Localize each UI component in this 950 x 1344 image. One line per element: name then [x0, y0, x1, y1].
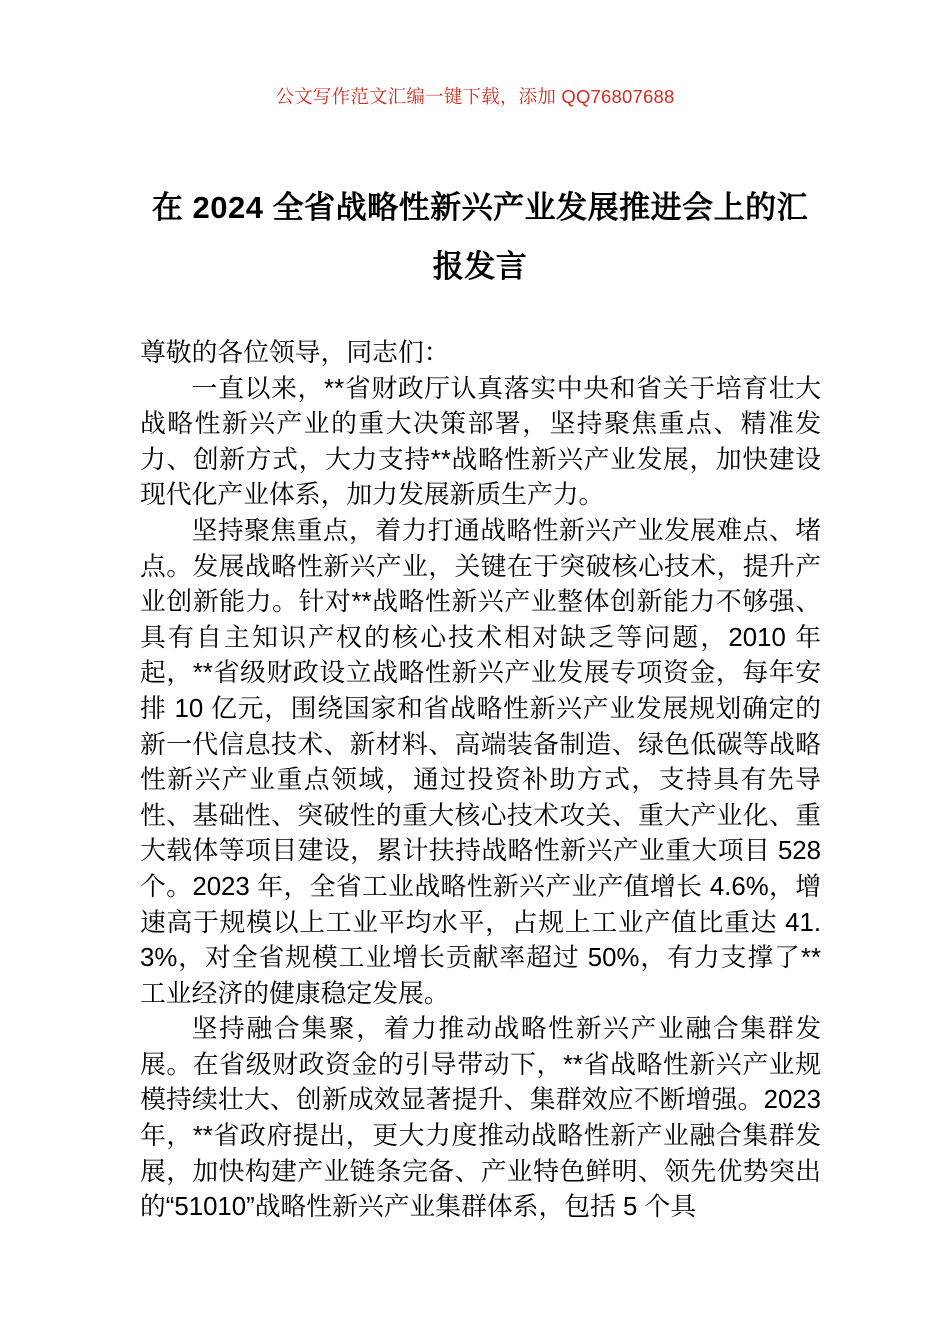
- body-paragraph-2: 坚持聚焦重点，着力打通战略性新兴产业发展难点、堵点。发展战略性新兴产业，关键在于突破核心技术，提升产业创新能力。针对**战略性新兴产业整体创新能力不够强、具有自主知识产权的核心技术相对缺乏等问题，2010 年起，**省级财政设立战略性新兴产业发展专项资金，每年安排 10 亿元，围绕国家和省战略性新兴产业发展规划确定的新一代信息技术、新材料、高端装备制造、绿色低碳等战略性新兴产业重点领域，通过投资补助方式，支持具有先导性、基础性、突破性的重大核心技术攻关、重大产业化、重大载体等项目建设，累计扶持战略性新兴产业重大项目 528 个。2023 年，全省工业战略性新兴产业产值增长 4.6%，增速高于规模以上工业平均水平，占规上工业产值比重达 41.3%，对全省规模工业增长贡献率超过 50%，有力支撑了**工业经济的健康稳定发展。: [140, 516, 821, 1008]
- body-paragraph-1: 一直以来，**省财政厅认真落实中央和省关于培育壮大战略性新兴产业的重大决策部署，坚持聚焦重点、精准发力、创新方式，大力支持**战略性新兴产业发展，加快建设现代化产业体系，加力发展新质生产力。: [140, 374, 821, 510]
- watermark-header: 公文写作范文汇编一键下载，添加 QQ76807688: [275, 86, 675, 107]
- body-paragraph-3: 坚持融合集聚，着力推动战略性新兴产业融合集群发展。在省级财政资金的引导带动下，**省战略性新兴产业规模持续壮大、创新成效显著提升、集群效应不断增强。2023 年，**省政府提出，更大力度推动战略性新产业融合集群发展，加快构建产业链条完备、产业特色鲜明、领先优势突出的“51010”战略性新兴产业集群体系，包括 5 个具: [140, 1015, 821, 1222]
- document-body: [140, 336, 821, 1226]
- page-title: 在 2024 全省战略性新兴产业发展推进会上的汇报发言: [151, 190, 809, 284]
- salutation: 尊敬的各位领导，同志们：: [140, 339, 450, 367]
